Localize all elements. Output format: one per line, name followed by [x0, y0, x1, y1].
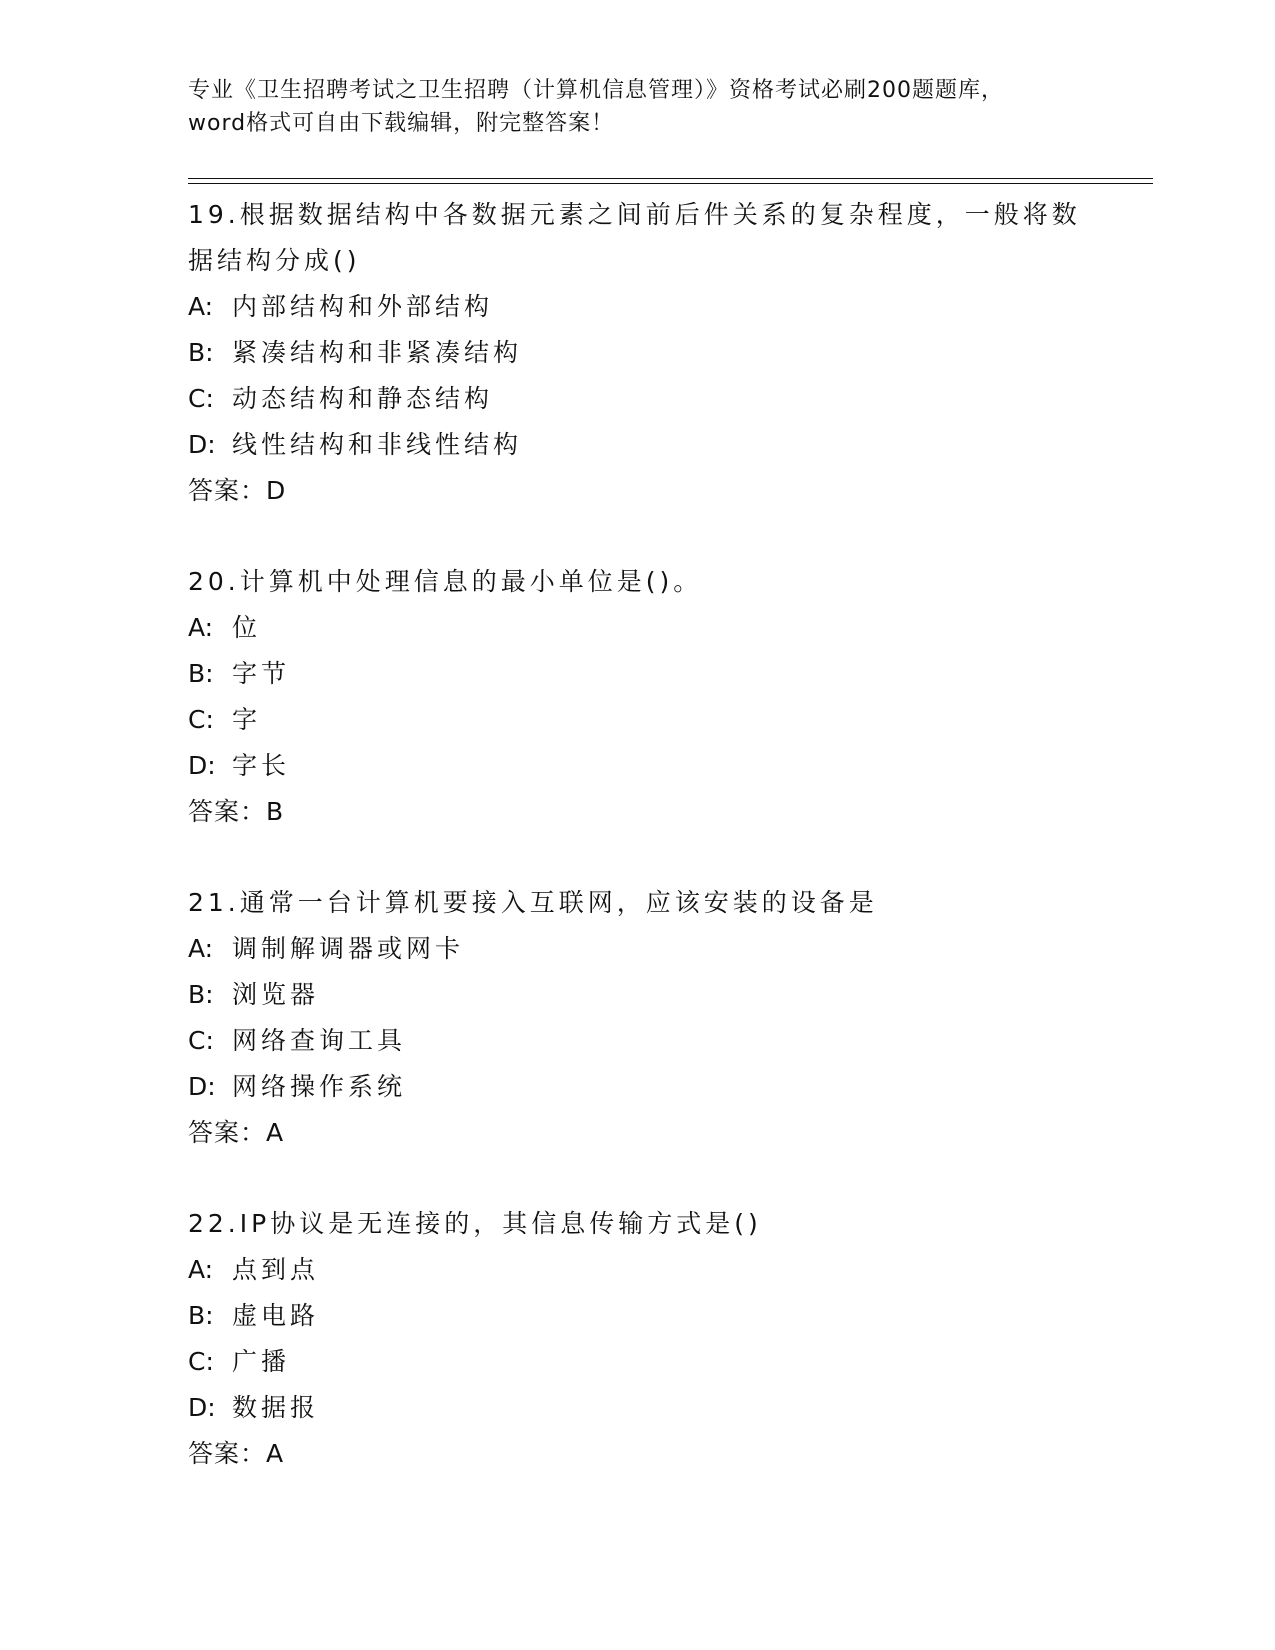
option-b [188, 1293, 1088, 1339]
option-text: 字节 [232, 659, 291, 688]
option-a [188, 605, 1088, 651]
option-text: 网络操作系统 [232, 1072, 407, 1101]
option-key: D: [188, 430, 216, 459]
option-key: D: [188, 1072, 216, 1101]
question-21 [188, 880, 1088, 1156]
option-text: 广播 [232, 1347, 291, 1376]
option-key: B: [188, 659, 214, 688]
option-text: 调制解调器或网卡 [232, 934, 465, 963]
option-text: 点到点 [232, 1255, 320, 1284]
option-key: B: [188, 1301, 214, 1330]
option-text: 浏览器 [232, 980, 320, 1009]
question-stem: 22.IP协议是无连接的，其信息传输方式是() [188, 1209, 762, 1238]
question-stem: 21.通常一台计算机要接入互联网，应该安装的设备是 [188, 888, 878, 917]
option-key: C: [188, 705, 214, 734]
option-key: A: [188, 613, 214, 642]
question-22 [188, 1201, 1088, 1477]
option-text: 虚电路 [232, 1301, 320, 1330]
option-a [188, 1247, 1088, 1293]
option-a [188, 284, 1088, 330]
option-d [188, 1064, 1088, 1110]
header-divider-top [188, 178, 1153, 179]
option-text: 线性结构和非线性结构 [232, 430, 523, 459]
option-c [188, 1018, 1088, 1064]
option-b [188, 330, 1088, 376]
question-stem: 19.根据数据结构中各数据元素之间前后件关系的复杂程度，一般将数据结构分成() [188, 200, 1081, 275]
option-text: 动态结构和静态结构 [232, 384, 494, 413]
header-line-1: 专业《卫生招聘考试之卫生招聘（计算机信息管理）》资格考试必刷200题题库， [188, 78, 1004, 103]
option-key: C: [188, 1347, 214, 1376]
question-19 [188, 192, 1088, 514]
option-b [188, 651, 1088, 697]
question-20 [188, 559, 1088, 835]
answer: 答案：D [188, 476, 287, 505]
option-key: D: [188, 751, 216, 780]
document-header [188, 74, 1088, 140]
option-d [188, 1385, 1088, 1431]
option-key: B: [188, 980, 214, 1009]
header-line-2: word格式可自由下载编辑，附完整答案！ [188, 111, 615, 136]
option-key: A: [188, 934, 214, 963]
answer: 答案：A [188, 1439, 285, 1468]
answer: 答案：B [188, 797, 285, 826]
option-text: 数据报 [232, 1393, 320, 1422]
option-c [188, 376, 1088, 422]
option-text: 网络查询工具 [232, 1026, 407, 1055]
option-key: C: [188, 1026, 214, 1055]
option-c [188, 1339, 1088, 1385]
question-stem: 20.计算机中处理信息的最小单位是()。 [188, 567, 703, 596]
option-a [188, 926, 1088, 972]
option-key: A: [188, 292, 214, 321]
option-key: B: [188, 338, 214, 367]
option-key: A: [188, 1255, 214, 1284]
option-text: 紧凑结构和非紧凑结构 [232, 338, 523, 367]
option-text: 字 [232, 705, 262, 734]
option-text: 内部结构和外部结构 [232, 292, 494, 321]
option-d [188, 422, 1088, 468]
option-b [188, 972, 1088, 1018]
answer: 答案：A [188, 1118, 285, 1147]
option-key: D: [188, 1393, 216, 1422]
option-text: 字长 [232, 751, 291, 780]
header-divider-bottom [188, 183, 1153, 184]
option-c [188, 697, 1088, 743]
option-text: 位 [232, 613, 262, 642]
question-list [188, 188, 1088, 1477]
option-key: C: [188, 384, 214, 413]
option-d [188, 743, 1088, 789]
